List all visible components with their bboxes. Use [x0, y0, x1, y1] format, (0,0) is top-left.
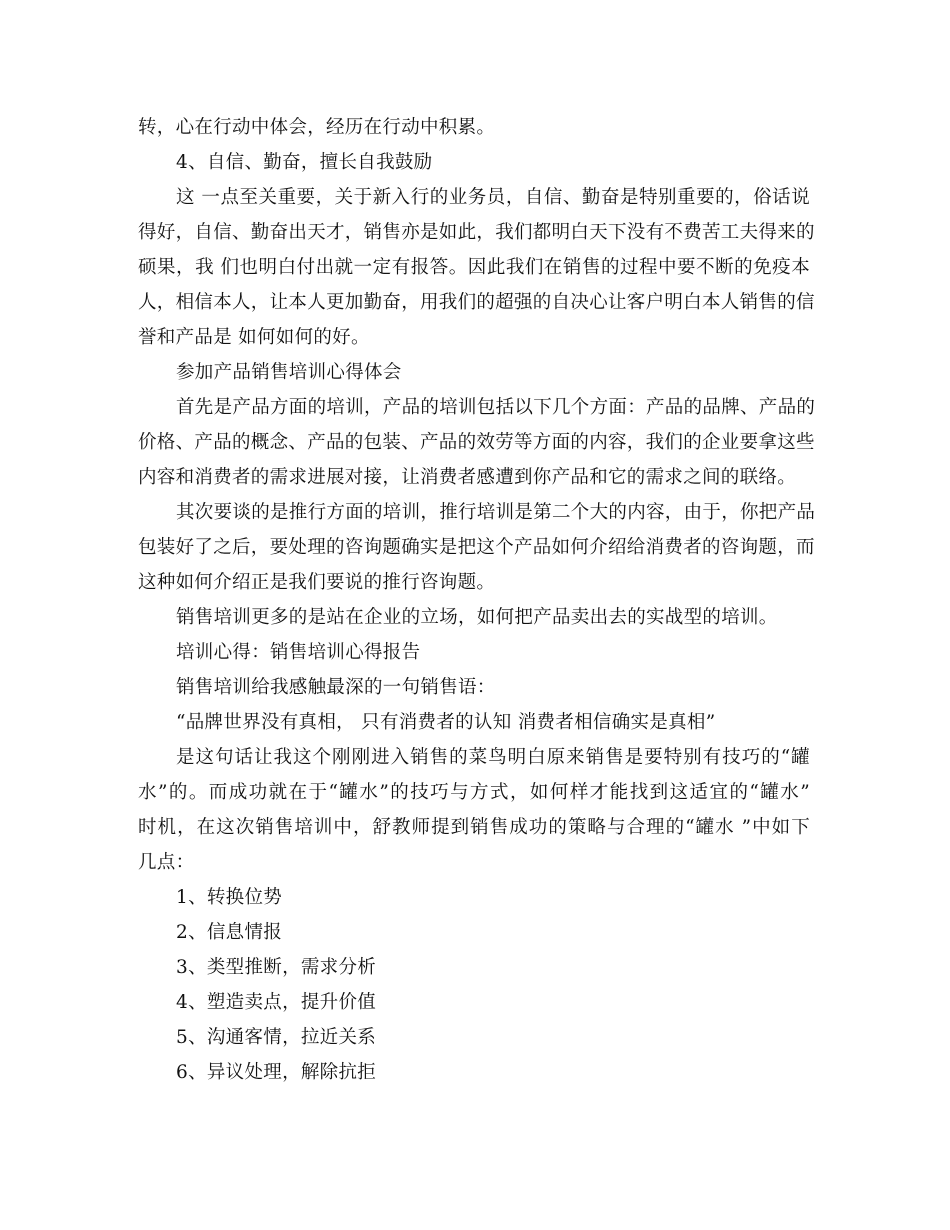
quote-line: “品牌世界没有真相， 只有消费者的认知 消费者相信确实是真相” [176, 712, 716, 733]
text-line: 转，心在行动中体会，经历在行动中积累。 [138, 117, 496, 138]
list-item: 1、转换位势 [176, 887, 283, 908]
text-line: 这种如何介绍正是我们要说的推行咨询题。 [138, 572, 496, 593]
text-line: 是这句话让我这个刚刚进入销售的菜鸟明白原来销售是要特别有技巧的“罐 [176, 747, 810, 768]
list-item: 2、信息情报 [176, 922, 283, 943]
text-line: 时机，在这次销售培训中，舒教师提到销售成功的策略与合理的“罐水 ”中如下 [138, 817, 810, 838]
text-line: 这 一点至关重要，关于新入行的业务员，自信、勤奋是特别重要的，俗话说 [176, 187, 810, 208]
text-line: 其次要谈的是推行方面的培训，推行培训是第二个大的内容，由于，你把产品 [176, 502, 816, 523]
text-line: 价格、产品的概念、产品的包装、产品的效劳等方面的内容，我们的企业要拿这些 [138, 432, 815, 453]
list-item: 5、沟通客情，拉近关系 [176, 1027, 377, 1048]
section-heading: 参加产品销售培训心得体会 [176, 362, 402, 383]
text-line: 誉和产品是 如何如何的好。 [138, 327, 370, 348]
text-line: 水”的。而成功就在于“罐水”的技巧与方式，如何样才能找到这适宜的“罐水” [138, 782, 810, 803]
text-line: 人，相信本人，让本人更加勤奋，用我们的超强的自决心让客户明白本人销售的信 [138, 292, 815, 313]
text-line: 得好，自信、勤奋出天才，销售亦是如此，我们都明白天下没有不费苦工夫得来的 [138, 222, 815, 243]
text-line: 4、自信、勤奋，擅长自我鼓励 [176, 152, 433, 173]
list-item: 6、异议处理，解除抗拒 [176, 1062, 377, 1083]
text-line: 包装好了之后，要处理的咨询题确实是把这个产品如何介绍给消费者的咨询题，而 [138, 537, 815, 558]
list-item: 4、塑造卖点，提升价值 [176, 992, 377, 1013]
text-line: 销售培训给我感触最深的一句销售语： [176, 677, 496, 698]
list-item: 3、类型推断，需求分析 [176, 957, 377, 978]
text-line: 几点： [138, 852, 195, 873]
text-line: 销售培训更多的是站在企业的立场，如何把产品卖出去的实战型的培训。 [176, 607, 778, 628]
text-line: 硕果，我 们也明白付出就一定有报答。因此我们在销售的过程中要不断的免疫本 [138, 257, 810, 278]
text-line: 内容和消费者的需求进展对接，让消费者感遭到你产品和它的需求之间的联络。 [138, 467, 797, 488]
text-line: 首先是产品方面的培训，产品的培训包括以下几个方面：产品的品牌、产品的 [176, 397, 816, 418]
section-heading: 培训心得：销售培训心得报告 [176, 642, 421, 663]
